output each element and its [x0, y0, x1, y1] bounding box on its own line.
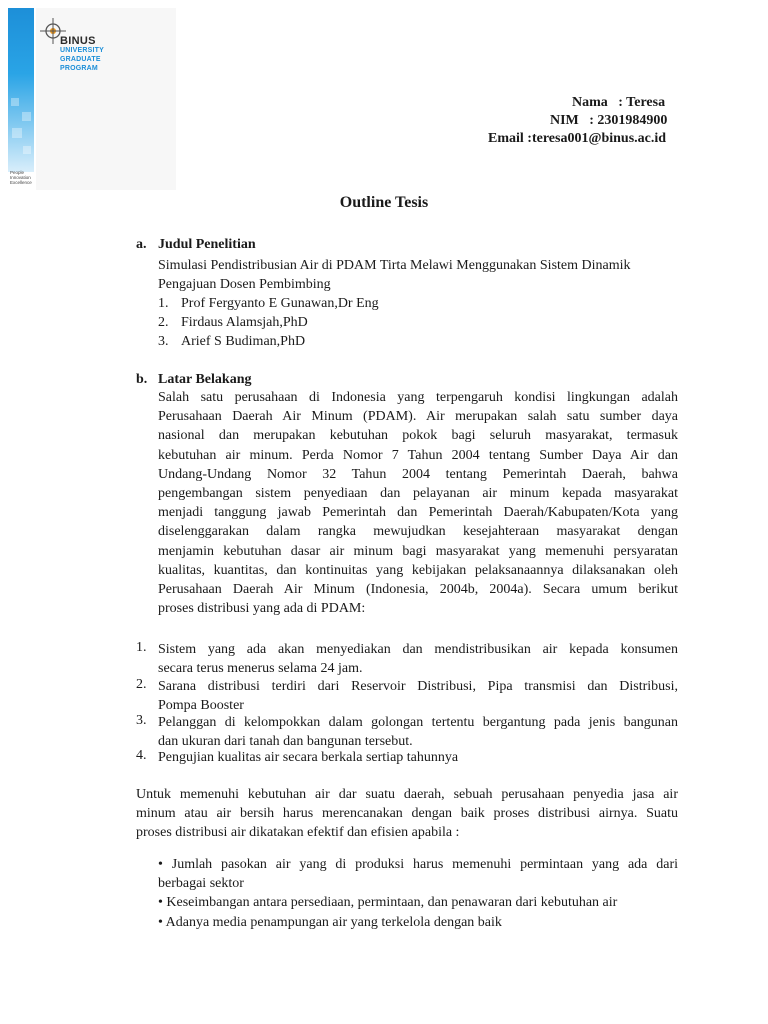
binus-logo-wordmark: [60, 37, 104, 73]
list-item-line: Pelanggan di kelompokkan dalam golongan tertentu bergantung pada jenis bangunan: [158, 715, 678, 730]
logo-tagline: [10, 170, 32, 185]
paragraph-line: diselenggarakan dalam rangka mewujudkan kesejahteraan masyarakat dengan: [158, 524, 678, 540]
paragraph-line: Perusahaan Daerah Air Minum (PDAM). Air merupakan salah satu sumber daya: [158, 409, 678, 425]
letterhead-color-strip: [8, 8, 34, 172]
list-item-line: Pompa Booster: [158, 698, 244, 714]
paragraph-line: proses distribusi yang ada di PDAM:: [158, 601, 366, 617]
paragraph-line: nasional dan merupakan kebutuhan pokok bagi seluruh masyarakat, termasuk: [158, 428, 678, 444]
list-item-line: Sarana distribusi terdiri dari Reservoir Distribusi, Pipa transmisi dan Distribusi,: [158, 679, 678, 694]
logo-line4: PROGRAM: [60, 65, 98, 72]
list-item-line: Sistem yang ada akan menyediakan dan mendistribusikan air kepada konsumen: [158, 642, 678, 657]
list-number: 4.: [136, 748, 147, 763]
paragraph-line: menjamin kebutuhan dasar air minum bagi masyarakat yang memenuhi persyaratan: [158, 543, 678, 559]
supervisor-number: 1.: [158, 296, 169, 311]
bullet-line: • Adanya media penampungan air yang terkelola dengan baik: [158, 915, 502, 930]
bullet-item: [158, 913, 678, 932]
section-a-marker: a.: [136, 237, 147, 252]
background-paragraph: [158, 388, 678, 618]
tagline-line: People: [10, 170, 25, 175]
supervisor-name: Arief S Budiman,PhD: [181, 334, 306, 349]
logo-line3: GRADUATE: [60, 56, 101, 63]
bullet-item: [158, 893, 678, 912]
paragraph-line: Undang-Undang Nomor 32 Tahun 2004 tentang Pemerintah Daerah, bahwa: [158, 466, 678, 482]
student-name: Nama : Teresa: [572, 95, 666, 110]
bullet-line: berbagai sektor: [158, 876, 244, 892]
paragraph-line: menjadi tanggung jawab Pemerintah dan Pemerintah Daerah/Kabupaten/Kota yang: [158, 505, 678, 521]
list-item-line: secara terus menerus selama 24 jam.: [158, 661, 363, 677]
list-item-line: dan ukuran dari tanah dan bangunan tersebut.: [158, 734, 413, 750]
list-item: [158, 748, 678, 767]
supervisor-proposal-label: Pengajuan Dosen Pembimbing: [158, 277, 331, 292]
logo-line2: UNIVERSITY: [60, 47, 105, 54]
bullet-line: • Jumlah pasokan air yang di produksi harus memenuhi permintaan yang ada dari: [158, 857, 678, 872]
list-item-line: Pengujian kualitas air secara berkala sertiap tahunnya: [158, 750, 459, 765]
tagline-line: Innovation: [10, 175, 31, 180]
paragraph-line: kualitas, kuantitas, dan kontinuitas yang kebijakan pelaksanaannya dilaksanakan oleh: [158, 562, 678, 578]
paragraph-line: Salah satu perusahaan di Indonesia yang terpengaruh kondisi lingkungan adalah: [158, 390, 678, 405]
paragraph-line: Perusahaan Daerah Air Minum (Indonesia, 2004b, 2004a). Secara umum berikut: [158, 581, 678, 597]
paragraph-line: minum atau air bersih harus merencanakan dengan baik proses distribusi airnya. Suatu: [136, 806, 678, 822]
list-item: [158, 677, 678, 715]
bullet-line: • Keseimbangan antara persediaan, permintaan, dan penawaran dari kebutuhan air: [158, 895, 618, 910]
student-email: Email :teresa001@binus.ac.id: [488, 131, 667, 146]
student-nim: NIM : 2301984900: [550, 113, 668, 128]
supervisor-name: Firdaus Alamsjah,PhD: [181, 315, 308, 330]
efficiency-paragraph: [136, 785, 678, 843]
paragraph-line: kebutuhan air minum. Perda Nomor 7 Tahun 2004 tentang Sumber Daya Air dan: [158, 447, 678, 463]
supervisor-number: 3.: [158, 334, 169, 349]
paragraph-line: pengembangan sistem penyediaan dan pelayanan air minum kepada masyarakat: [158, 485, 678, 501]
list-number: 1.: [136, 640, 147, 655]
paragraph-line: Untuk memenuhi kebutuhan air dar suatu daerah, sebuah perusahaan penyedia jasa air: [136, 787, 678, 802]
document-title: Outline Tesis: [339, 194, 429, 211]
list-item: [158, 640, 678, 678]
logo-line1: BINUS: [60, 35, 96, 47]
paragraph-line: proses distribusi air dikatakan efektif dan efisien apabila :: [136, 825, 460, 841]
list-number: 2.: [136, 677, 147, 692]
tagline-line: Excellence: [10, 180, 32, 185]
list-item: [158, 713, 678, 751]
supervisor-name: Prof Fergyanto E Gunawan,Dr Eng: [181, 296, 379, 311]
section-b-marker: b.: [136, 372, 148, 387]
research-title: Simulasi Pendistribusian Air di PDAM Tirta Melawi Menggunakan Sistem Dinamik: [158, 258, 631, 273]
section-a-heading: Judul Penelitian: [158, 237, 256, 252]
list-number: 3.: [136, 713, 147, 728]
supervisor-number: 2.: [158, 315, 169, 330]
bullet-item: [158, 855, 678, 893]
section-b-heading: Latar Belakang: [158, 372, 252, 387]
